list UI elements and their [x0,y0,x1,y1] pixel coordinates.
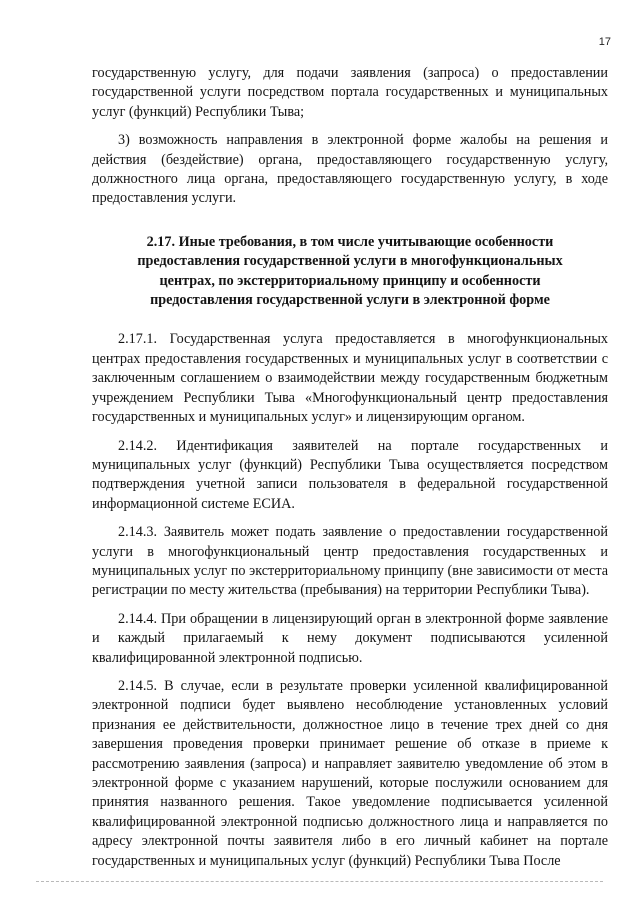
section-heading-2-17: 2.17. Иные требования, в том числе учитывающие особенности предоставления государственной услуги в многофункциональных центрах, по экстерриториальному принципу и особенности предоставления государственной услуги в электронной форме [137,233,563,309]
paragraph-item-3: 3) возможность направления в электронной форме жалобы на решения и действия (бездействие) органа, предоставляющего государственную услугу, должностного лица органа, предоставляющего государственную услугу, в ходе предоставления услуги. [92,132,608,207]
paragraph-2-14-4: 2.14.4. При обращении в лицензирующий орган в электронной форме заявление и каждый прилагаемый к нему документ подписываются усиленной квалифицированной электронной подписью. [92,610,608,666]
paragraph-2-14-2: 2.14.2. Идентификация заявителей на портале государственных и муниципальных услуг (функций) Республики Тыва осуществляется посредством подтверждения учетной записи пользователя в федеральной государственной информационной системе ЕСИА. [92,437,608,512]
paragraph-2-17-1: 2.17.1. Государственная услуга предоставляется в многофункциональных центрах предоставления государственных и муниципальных услуг в соответствии с заключенным соглашением о взаимодействии между государственным бюджетным учреждением Республики Тыва «Многофункциональный центр предоставления государственных и муниципальных услуг» и лицензирующим органом. [92,331,608,426]
paragraph-2-14-3: 2.14.3. Заявитель может подать заявление о предоставлении государственной услуги в многофункциональный центр предоставления государственных и муниципальных услуг по экстерриториальному принципу (вне зависимости от места регистрации по месту жительства (пребывания) на территории Республики Тыва). [92,524,608,599]
paragraph-continuation: государственную услугу, для подачи заявления (запроса) о предоставлении государственной услуги посредством портала государственных и муниципальных услуг (функций) Республики Тыва; [92,65,608,120]
scan-footer-divider [36,881,603,882]
page-content [92,64,608,880]
paragraph-2-14-5: 2.14.5. В случае, если в результате проверки усиленной квалифицированной электронной подписи будет выявлено несоблюдение установленных условий признания ее действительности, должностное лицо в течение трех дней со дня завершения проведения проверки принимает решение об отказе в приеме к рассмотрению заявления (запроса) и направляет заявителю уведомление об этом в электронной форме с указанием нарушений, которые послужили основанием для принятия названного решения. Такое уведомление подписывается усиленной квалифицированной электронной подписью должностного лица и направляется по адресу электронной почты заявителя либо в его личный кабинет на портале государственных и муниципальных услуг (функций) Республики Тыва После [92,677,608,869]
page-number: 17 [598,36,611,48]
